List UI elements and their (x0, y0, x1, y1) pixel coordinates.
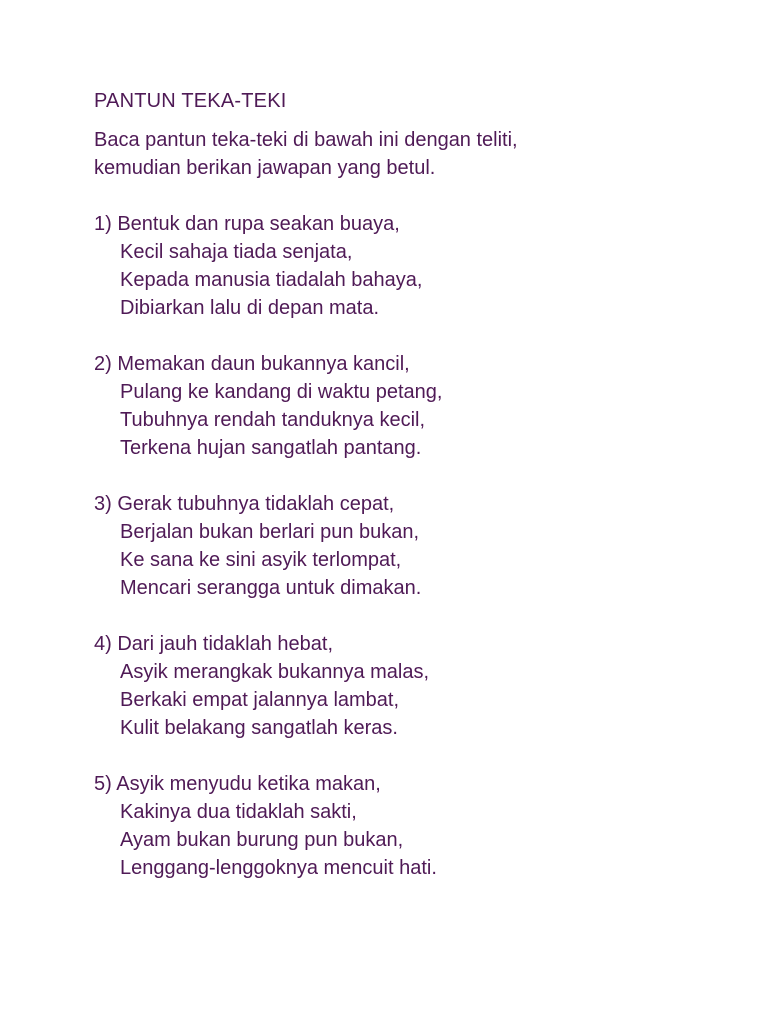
pantun-3 (94, 490, 734, 602)
pantun-4 (94, 630, 734, 742)
pantun-line: 2) Memakan daun bukannya kancil, (94, 353, 410, 375)
pantun-line: Ayam bukan burung pun bukan, (120, 829, 404, 851)
pantun-line: Kakinya dua tidaklah sakti, (120, 801, 357, 823)
pantun-line: Lenggang-lenggoknya mencuit hati. (120, 857, 437, 879)
pantun-line: Berjalan bukan berlari pun bukan, (120, 521, 420, 543)
pantun-line: Terkena hujan sangatlah pantang. (120, 437, 422, 459)
pantun-line: Kepada manusia tiadalah bahaya, (120, 269, 423, 291)
pantun-line: Berkaki empat jalannya lambat, (120, 689, 400, 711)
pantun-line: Mencari serangga untuk dimakan. (120, 577, 422, 599)
pantun-line: Kulit belakang sangatlah keras. (120, 717, 398, 739)
document-page (94, 88, 734, 882)
document-title: PANTUN TEKA-TEKI (94, 90, 287, 112)
pantun-2 (94, 350, 734, 462)
pantun-line: 1) Bentuk dan rupa seakan buaya, (94, 213, 400, 235)
pantun-line: 5) Asyik menyudu ketika makan, (94, 773, 381, 795)
intro-line: kemudian berikan jawapan yang betul. (94, 157, 436, 179)
pantun-line: Asyik merangkak bukannya malas, (120, 661, 430, 683)
intro-line: Baca pantun teka-teki di bawah ini dengan teliti, (94, 129, 518, 151)
pantun-line: Ke sana ke sini asyik terlompat, (120, 549, 402, 571)
pantun-line: Kecil sahaja tiada senjata, (120, 241, 353, 263)
pantun-line: 3) Gerak tubuhnya tidaklah cepat, (94, 493, 395, 515)
intro-paragraph (94, 126, 734, 182)
pantun-line: Tubuhnya rendah tanduknya kecil, (120, 409, 426, 431)
pantun-5 (94, 770, 734, 882)
pantun-1 (94, 210, 734, 322)
pantun-line: 4) Dari jauh tidaklah hebat, (94, 633, 334, 655)
pantun-line: Dibiarkan lalu di depan mata. (120, 297, 380, 319)
pantun-line: Pulang ke kandang di waktu petang, (120, 381, 443, 403)
